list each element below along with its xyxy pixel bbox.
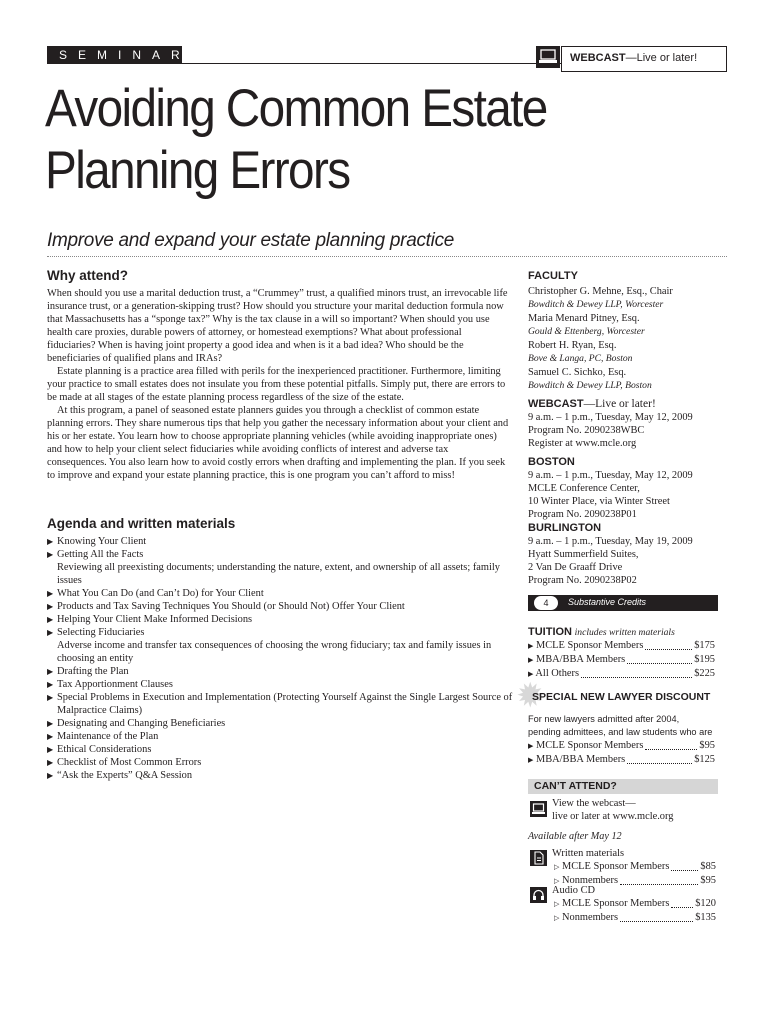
written-row-price: $95	[700, 875, 716, 886]
tuition-row-label: MBA/BBA Members	[536, 654, 626, 665]
faculty-firm: Bowditch & Dewey LLP, Worcester	[528, 299, 664, 310]
faculty-heading: FACULTY	[528, 270, 578, 282]
outline-triangle-icon: ▷	[554, 914, 560, 922]
bullet-triangle-icon: ▶	[47, 771, 54, 780]
discount-heading: SPECIAL NEW LAWYER DISCOUNT	[532, 691, 711, 703]
agenda-item	[47, 535, 517, 548]
document-icon	[530, 850, 547, 866]
agenda-item	[47, 587, 517, 600]
bullet-triangle-icon: ▶	[47, 758, 54, 767]
audio-row	[552, 911, 716, 925]
agenda-item-title: Designating and Changing Beneficiaries	[57, 718, 226, 729]
agenda-item	[47, 678, 517, 691]
bullet-triangle-icon: ▶	[47, 628, 54, 637]
discount-heading-block	[516, 678, 718, 715]
bullet-triangle-icon: ▶	[47, 693, 54, 702]
agenda-item-title: “Ask the Experts” Q&A Session	[57, 770, 193, 781]
agenda-item	[47, 717, 517, 730]
webcast-section	[528, 398, 728, 450]
written-row-price: $85	[700, 861, 716, 872]
bullet-triangle-icon: ▶	[47, 589, 54, 598]
tuition-note: includes written materials	[574, 627, 675, 638]
burlington-time: 9 a.m. – 1 p.m., Tuesday, May 19, 2009	[528, 536, 693, 547]
bullet-triangle-icon: ▶	[528, 656, 534, 664]
agenda-item-desc: Adverse income and transfer tax consequences of choosing the wrong fiduciary; tax and family issues in choosing an entity	[57, 640, 492, 664]
credits-badge	[528, 595, 718, 611]
written-row-label: MCLE Sponsor Members	[562, 861, 670, 872]
available-date	[528, 830, 728, 843]
audio-row-price: $120	[695, 898, 716, 909]
burlington-address: 2 Van De Graaff Drive	[528, 562, 623, 573]
boston-program-no: Program No. 2090238P01	[528, 509, 637, 520]
bullet-triangle-icon: ▶	[528, 756, 534, 764]
tuition-heading-bold: TUITION	[528, 626, 572, 638]
outline-triangle-icon: ▷	[554, 877, 560, 885]
webcast-register-link[interactable]: Register at www.mcle.org	[528, 438, 637, 449]
title-line-1: Avoiding Common Estate	[45, 79, 547, 138]
agenda-item-title: Special Problems in Execution and Implementation (Protecting Yourself Against the Single Largest Source of Malpractice Claims)	[57, 692, 513, 716]
agenda-item	[47, 665, 517, 678]
discount-section	[528, 713, 715, 767]
discount-eligibility-1: For new lawyers admitted after 2004,	[528, 714, 680, 724]
discount-row	[528, 753, 715, 767]
faculty-firm: Bove & Langa, PC, Boston	[528, 353, 633, 364]
agenda-heading: Agenda and written materials	[47, 516, 236, 531]
page-title	[45, 78, 547, 202]
tuition-row	[528, 639, 715, 653]
agenda-item	[47, 769, 517, 782]
discount-eligibility-2: pending admittees, and law students who are	[528, 727, 713, 737]
discount-row	[528, 739, 715, 753]
agenda-item-title: Drafting the Plan	[57, 666, 129, 677]
agenda-item-title: Selecting Fiduciaries	[57, 627, 145, 638]
cant-attend-view-line: View the webcast—	[552, 798, 636, 809]
cant-attend-heading: CAN’T ATTEND?	[534, 780, 617, 792]
faculty-name: Robert H. Ryan, Esq.	[528, 340, 617, 351]
tuition-section	[528, 626, 715, 681]
why-paragraph-2: Estate planning is a practice area filled with perils for the inexperienced practitioner. Furthermore, limiting your practice to small estates does not insulate you from these potential pitfalls. Simply put, there are errors to be made at all stages of the estate planning process regardless of the size of the estate.	[47, 366, 506, 403]
faculty-member	[528, 285, 728, 311]
boston-venue: MCLE Conference Center,	[528, 483, 640, 494]
discount-row-label: MBA/BBA Members	[536, 754, 626, 765]
laptop-icon	[536, 46, 560, 68]
webcast-program-no: Program No. 2090238WBC	[528, 425, 645, 436]
faculty-name: Maria Menard Pitney, Esq.	[528, 313, 640, 324]
bullet-triangle-icon: ▶	[528, 742, 534, 750]
bullet-triangle-icon: ▶	[47, 680, 54, 689]
burlington-program-no: Program No. 2090238P02	[528, 575, 637, 586]
cant-attend-webcast	[552, 797, 722, 823]
faculty-member	[528, 366, 728, 392]
agenda-item-title: Checklist of Most Common Errors	[57, 757, 202, 768]
burlington-section	[528, 522, 728, 587]
why-paragraph-1: When should you use a marital deduction trust, a “Crummey” trust, a qualified minors trust, an irrevocable life insurance trust, or a generation-skipping trust? How should you structure your marital deduction formula now that Massachusetts has a “sponge tax?” Why is the tax clause in a will so important? When should you use health care proxies, durable powers of attorney, or homestead exemptions? What about professional fiduciaries? When is having joint property a good idea and when is it a bad idea? Who should be the beneficiaries of qualified plans and IRAs?	[47, 288, 508, 364]
audio-row-label: Nonmembers	[562, 912, 618, 923]
faculty-name: Christopher G. Mehne, Esq., Chair	[528, 286, 673, 297]
discount-row-label: MCLE Sponsor Members	[536, 740, 644, 751]
dotted-divider	[47, 256, 727, 257]
headphones-icon	[530, 887, 547, 903]
written-row	[552, 860, 716, 874]
tuition-row-price: $225	[694, 668, 715, 679]
cant-attend-heading-bar	[528, 779, 718, 794]
agenda-item-title: What You Can Do (and Can’t Do) for Your Client	[57, 588, 264, 599]
webcast-heading-bold: WEBCAST	[528, 398, 584, 410]
bullet-triangle-icon: ▶	[47, 537, 54, 546]
tuition-heading	[528, 626, 715, 639]
agenda-item-title: Knowing Your Client	[57, 536, 147, 547]
webcast-heading-rest: —Live or later!	[583, 398, 656, 410]
agenda-item	[47, 600, 517, 613]
webcast-badge-rest: —Live or later!	[625, 52, 698, 64]
agenda-item	[47, 613, 517, 626]
why-attend-heading: Why attend?	[47, 268, 128, 283]
discount-row-price: $95	[699, 740, 715, 751]
outline-triangle-icon: ▷	[554, 900, 560, 908]
agenda-item	[47, 743, 517, 756]
bullet-triangle-icon: ▶	[528, 670, 534, 678]
audio-cd-label: Audio CD	[552, 885, 596, 896]
agenda-item-title: Ethical Considerations	[57, 744, 152, 755]
faculty-section	[528, 270, 728, 392]
title-line-2: Planning Errors	[45, 141, 350, 200]
discount-row-price: $125	[694, 754, 715, 765]
bullet-triangle-icon: ▶	[47, 667, 54, 676]
agenda-item-title: Helping Your Client Make Informed Decisions	[57, 614, 253, 625]
written-materials-label: Written materials	[552, 848, 624, 859]
boston-section	[528, 456, 728, 521]
burlington-venue: Hyatt Summerfield Suites,	[528, 549, 639, 560]
cant-attend-webcast-link[interactable]: live or later at www.mcle.org	[552, 811, 674, 822]
agenda-item	[47, 730, 517, 743]
agenda-item	[47, 548, 517, 587]
audio-cd-section	[552, 884, 716, 925]
written-row-label: Nonmembers	[562, 875, 618, 886]
tuition-row-label: MCLE Sponsor Members	[536, 640, 644, 651]
agenda-list	[47, 535, 517, 782]
credits-label: Substantive Credits	[568, 597, 647, 607]
available-after: Available after May 12	[528, 831, 622, 842]
boston-heading: BOSTON	[528, 456, 575, 468]
boston-time: 9 a.m. – 1 p.m., Tuesday, May 12, 2009	[528, 470, 693, 481]
tuition-row	[528, 667, 715, 681]
why-attend-body	[47, 287, 509, 482]
agenda-item-title: Maintenance of the Plan	[57, 731, 159, 742]
faculty-firm: Gould & Ettenberg, Worcester	[528, 326, 645, 337]
agenda-item-desc: Reviewing all preexisting documents; understanding the nature, extent, and ownership of all assets; family issues	[57, 562, 500, 586]
bullet-triangle-icon: ▶	[47, 719, 54, 728]
audio-row	[552, 897, 716, 911]
agenda-item-title: Products and Tax Saving Techniques You Should (or Should Not) Offer Your Client	[57, 601, 405, 612]
agenda-item	[47, 691, 517, 717]
boston-address: 10 Winter Place, via Winter Street	[528, 496, 670, 507]
audio-row-price: $135	[695, 912, 716, 923]
agenda-item	[47, 756, 517, 769]
bullet-triangle-icon: ▶	[47, 550, 54, 559]
tuition-row	[528, 653, 715, 667]
webcast-badge	[561, 46, 727, 72]
burlington-heading: BURLINGTON	[528, 522, 602, 534]
bullet-triangle-icon: ▶	[47, 732, 54, 741]
faculty-member	[528, 339, 728, 365]
seminar-label-bar	[47, 46, 191, 64]
webcast-heading	[528, 398, 728, 411]
starburst-icon: ✹	[516, 678, 545, 715]
tuition-row-price: $175	[694, 640, 715, 651]
seminar-label: SEMINAR	[59, 48, 191, 62]
tuition-row-label: All Others	[535, 668, 579, 679]
faculty-firm: Bowditch & Dewey LLP, Boston	[528, 380, 652, 391]
faculty-member	[528, 312, 728, 338]
bullet-triangle-icon: ▶	[528, 642, 534, 650]
written-materials-section	[552, 847, 716, 888]
bullet-triangle-icon: ▶	[47, 745, 54, 754]
why-paragraph-3: At this program, a panel of seasoned estate planners guides you through a checklist of common estate planning errors. They share numerous tips that help you gather the necessary information about your client and his or her estate. You learn how to choose appropriate planning vehicles (while avoiding inappropriate ones) and how to help your client select fiduciaries while avoiding conflicts of interest and adverse tax consequences. You also learn how to avoid costly errors when drafting and implementing the plan. If you seek to improve and expand your estate planning practice, this is one program you can’t afford to miss!	[47, 405, 509, 481]
page-subtitle: Improve and expand your estate planning practice	[47, 230, 455, 251]
webcast-time: 9 a.m. – 1 p.m., Tuesday, May 12, 2009	[528, 412, 693, 423]
agenda-item-title: Tax Apportionment Clauses	[57, 679, 173, 690]
webcast-badge-bold: WEBCAST	[570, 52, 626, 64]
outline-triangle-icon: ▷	[554, 863, 560, 871]
faculty-name: Samuel C. Sichko, Esq.	[528, 367, 627, 378]
credits-number: 4	[534, 596, 558, 610]
audio-row-label: MCLE Sponsor Members	[562, 898, 670, 909]
laptop-icon	[530, 801, 547, 817]
agenda-item-title: Getting All the Facts	[57, 549, 144, 560]
bullet-triangle-icon: ▶	[47, 615, 54, 624]
bullet-triangle-icon: ▶	[47, 602, 54, 611]
tuition-row-price: $195	[694, 654, 715, 665]
agenda-item	[47, 626, 517, 665]
